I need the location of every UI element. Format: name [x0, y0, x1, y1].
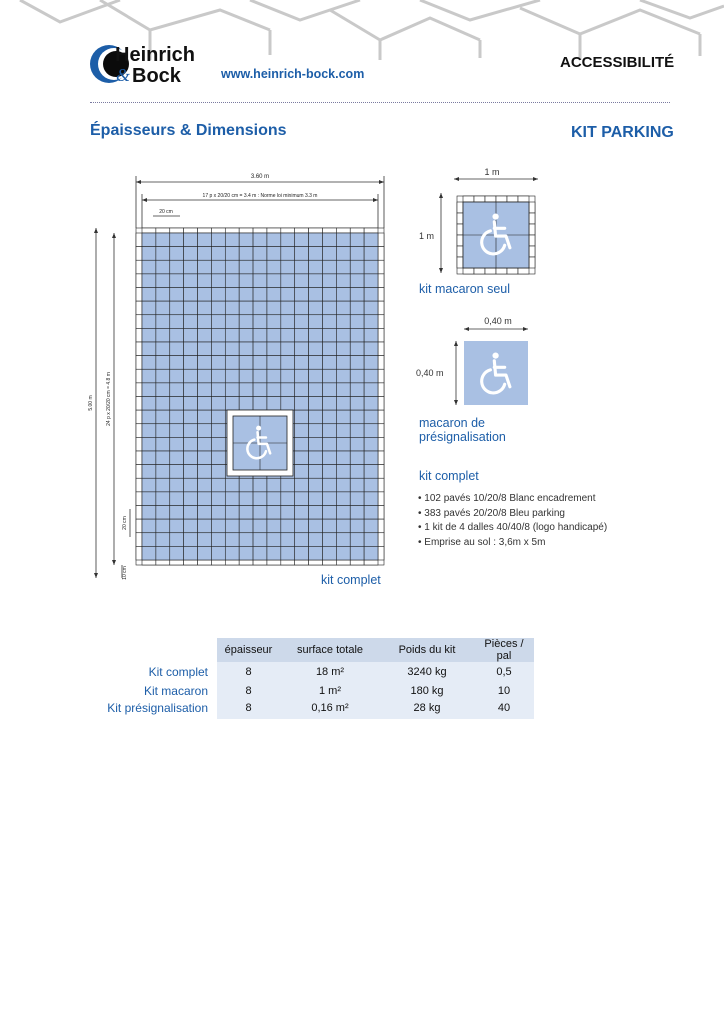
cell: 40: [474, 700, 534, 719]
cell: 18 m²: [280, 662, 380, 681]
spec-table: [90, 638, 534, 719]
kit-complet-drawing: [86, 168, 396, 592]
cell: 1 m²: [280, 681, 380, 700]
product-title: KIT PARKING: [571, 124, 674, 141]
small-tile-label: 20 cm: [122, 516, 128, 530]
header-pieces: Pièces / pal: [474, 638, 534, 662]
logo-ampersand: &: [116, 65, 131, 85]
list-item: • 1 kit de 4 dalles 40/40/8 (logo handicapé): [418, 521, 607, 536]
macaron-seul-caption: kit macaron seul: [419, 282, 511, 296]
presignal-height-label: 0,40 m: [416, 368, 444, 378]
main-drawing-caption: kit complet: [321, 573, 381, 587]
border-label: 10 cm: [122, 566, 128, 580]
inner-height-label: 24 p x 20/20 cm = 4.8 m: [106, 372, 112, 426]
cell: 8: [217, 681, 280, 700]
cell: 28 kg: [380, 700, 474, 719]
table-header-row: [90, 638, 534, 662]
macaron-height-label: 1 m: [419, 231, 435, 241]
presignal-caption-line2: présignalisation: [419, 430, 506, 444]
paver-grid: [136, 228, 384, 565]
presignalisation-drawing: [414, 313, 534, 409]
cell: 0,5: [474, 662, 534, 681]
inner-width-label: 17 p x 20/20 cm = 3.4 m : Norme loi minimum 3.3 m: [202, 193, 318, 199]
cell: 10: [474, 681, 534, 700]
table-row: [90, 681, 534, 700]
kit-macaron-seul-drawing: [416, 164, 546, 278]
page-title: Épaisseurs & Dimensions: [90, 122, 287, 139]
list-item: • 383 pavés 20/20/8 Bleu parking: [418, 507, 607, 522]
list-item: • 102 pavés 10/20/8 Blanc encadrement: [418, 492, 607, 507]
header-surface: surface totale: [280, 638, 380, 662]
macaron-width-label: 1 m: [484, 167, 500, 177]
header-epaisseur: épaisseur: [217, 638, 280, 662]
presignal-width-label: 0,40 m: [484, 316, 512, 326]
logo-text-heinrich: Heinrich: [115, 44, 196, 66]
kit-complet-title: kit complet: [419, 469, 479, 483]
main-macaron: [227, 410, 293, 476]
logo-text-bock: Bock: [132, 65, 181, 86]
website-url[interactable]: www.heinrich-bock.com: [221, 67, 365, 81]
header-poids: Poids du kit: [380, 638, 474, 662]
height-label: 5.00 m: [88, 395, 94, 411]
cell: 8: [217, 662, 280, 681]
header-divider: [90, 102, 670, 103]
table-row: [90, 662, 534, 681]
kit-complet-list: [418, 492, 607, 550]
row-name: Kit présignalisation: [107, 701, 208, 715]
cell: 3240 kg: [380, 662, 474, 681]
cell: 8: [217, 700, 280, 719]
cell: 0,16 m²: [280, 700, 380, 719]
heinrich-bock-logo[interactable]: [90, 42, 210, 86]
width-label: 3.60 m: [250, 174, 270, 180]
presignal-caption-line1: macaron de: [419, 416, 486, 430]
section-title: ACCESSIBILITÉ: [560, 54, 675, 71]
cell: 180 kg: [380, 681, 474, 700]
row-name: Kit complet: [148, 664, 208, 679]
tile-width-label: 20 cm: [159, 209, 173, 215]
list-item: • Emprise au sol : 3,6m x 5m: [418, 536, 607, 551]
row-name: Kit macaron: [143, 683, 208, 698]
table-row: [90, 700, 534, 719]
